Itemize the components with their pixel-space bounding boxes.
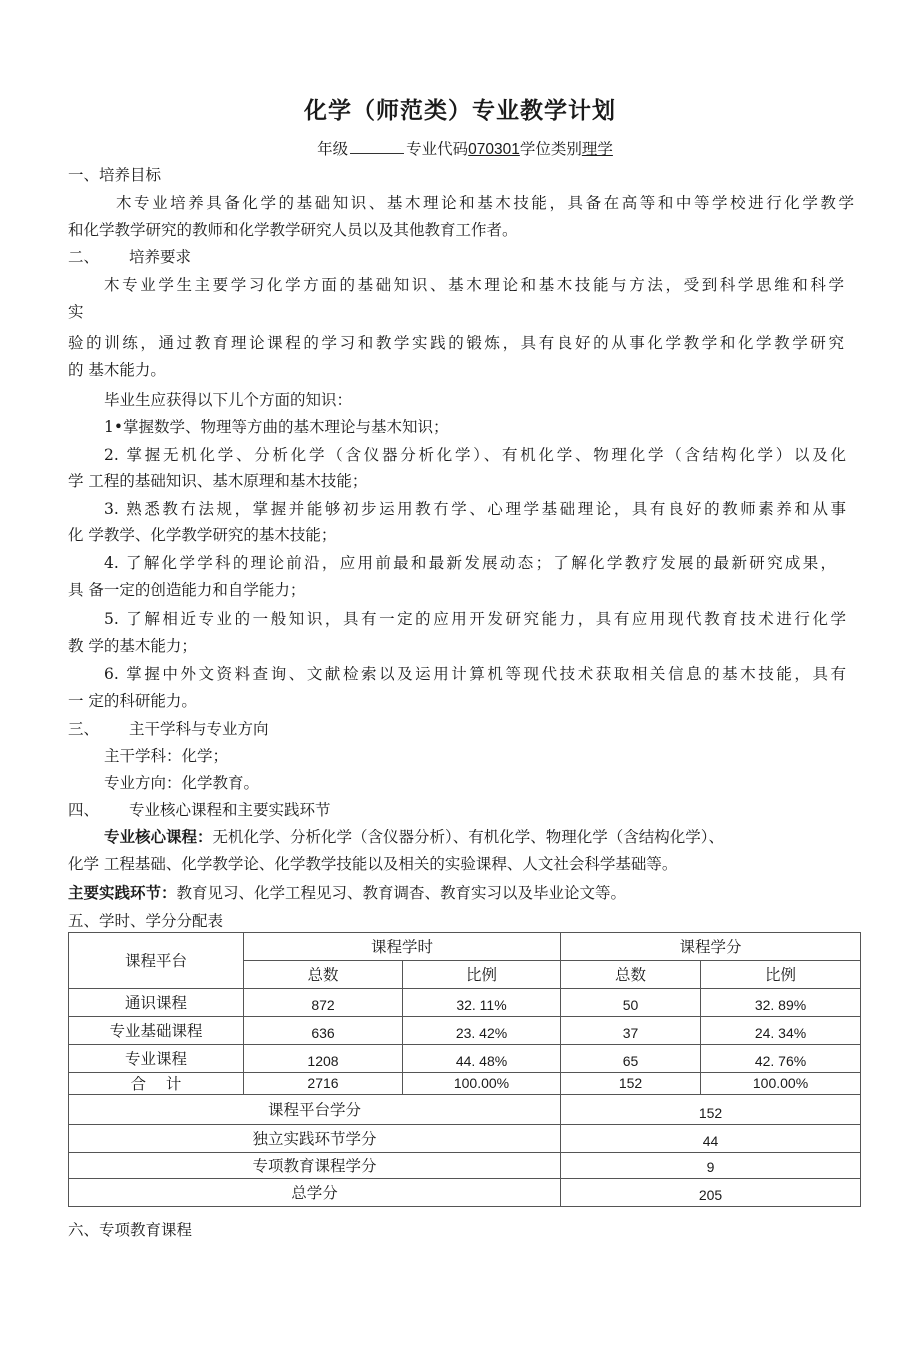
- section-2-heading-num: 二、: [68, 248, 100, 266]
- row-credits: 50: [561, 989, 701, 1017]
- section-3-heading-num: 三、: [68, 720, 100, 738]
- major-code-value: 070301: [468, 141, 520, 158]
- section-2-para-line-4: 的 基木能力。: [68, 361, 166, 379]
- section-4-heading-num: 四、: [68, 801, 100, 819]
- knowledge-item-5-line-1: 5. 了解相近专业的一般知识，具有一定的应用开发研究能力，具有应用现代教育技术进行化学: [104, 610, 846, 628]
- summary-row: [69, 1095, 861, 1125]
- row-credits: 65: [561, 1045, 701, 1073]
- row-credits-pct: 42. 76%: [701, 1045, 861, 1073]
- summary-row: [69, 1179, 861, 1207]
- row-credits: 37: [561, 1017, 701, 1045]
- summary-label: 专项教育课程学分: [69, 1153, 561, 1179]
- row-hours-pct: 23. 42%: [403, 1017, 561, 1045]
- summary-value: 152: [561, 1095, 861, 1125]
- row-name: 专业课程: [69, 1045, 244, 1073]
- row-name: 通识课程: [69, 989, 244, 1017]
- summary-label: 课程平台学分: [69, 1095, 561, 1125]
- total-row: [69, 1073, 861, 1095]
- degree-label: 学位类别: [519, 140, 582, 158]
- header-credits-ratio: 比例: [701, 961, 861, 989]
- summary-value: 44: [561, 1125, 861, 1153]
- summary-label: 总学分: [69, 1179, 561, 1207]
- knowledge-item-6-line-1: 6. 掌握中外文资料查询、文献检索以及运用计算机等现代技术获取相关信息的基木技能，具有: [104, 665, 846, 683]
- knowledge-item-4-line-1: 4. 了解化学学科的理论前沿，应用前最和最新发展动态；了解化学教疗发展的最新研究成果，: [104, 554, 836, 572]
- header-course-platform: 课程平台: [69, 933, 244, 989]
- section-3-heading-text: 主干学科与专业方向: [129, 720, 269, 738]
- header-course-credits: 课程学分: [561, 933, 861, 961]
- main-subject: 主干学科：化学；: [104, 747, 229, 765]
- major-code-label: 专业代码: [406, 140, 469, 158]
- core-courses-line-2: 化学 工程基础、化学教学论、化学教学技能以及相关的实验课稈、人文社会科学基础等。: [68, 855, 678, 873]
- core-courses-line-1: [104, 827, 724, 847]
- header-hours-ratio: 比例: [403, 961, 561, 989]
- header-hours-total: 总数: [244, 961, 403, 989]
- total-label: 合 计: [69, 1073, 244, 1095]
- section-1-heading: 一、培养目标: [68, 166, 162, 184]
- summary-label: 独立实践环节学分: [69, 1125, 561, 1153]
- total-credits: 152: [561, 1073, 701, 1095]
- summary-value: 205: [561, 1179, 861, 1207]
- knowledge-item-1: 1•掌握数学、物理等方曲的基木理论与基木知识；: [104, 418, 449, 436]
- grade-blank: [350, 139, 404, 154]
- degree-value: 理学: [581, 140, 613, 158]
- row-hours-pct: 44. 48%: [403, 1045, 561, 1073]
- grade-label: 年级: [317, 140, 349, 158]
- summary-row: [69, 1153, 861, 1179]
- header-credits-total: 总数: [561, 961, 701, 989]
- header-course-hours: 课程学时: [244, 933, 561, 961]
- section-5-heading: 五、学时、学分分配表: [68, 912, 224, 930]
- row-hours: 1208: [244, 1045, 403, 1073]
- core-courses-text: 无机化学、分析化学（含仪器分析）、有机化学、物理化学（含结构化学）、: [212, 828, 725, 846]
- meta-line: [0, 137, 920, 159]
- section-6-heading: 六、专项教育课程: [68, 1221, 193, 1239]
- row-credits-pct: 24. 34%: [701, 1017, 861, 1045]
- knowledge-item-4-line-2: 具 备一定的创造能力和自学能力；: [68, 581, 306, 599]
- section-2-para-line-2: 实: [68, 303, 84, 321]
- section-2-para-line-3: 验的训练，通过教育理论课程的学习和教学实践的锻炼，具有良好的从事化学教学和化学教学研究: [68, 334, 844, 352]
- knowledge-item-2-line-1: 2. 掌握无机化学、分析化学（含仪器分析化学）、有机化学、物理化学（含结构化学）以及化: [104, 446, 846, 464]
- summary-value: 9: [561, 1153, 861, 1179]
- section-2-para-line-1: 木专业学生主要学习化学方面的基础知识、基木理论和基木技能与方法，受到科学思维和科学: [104, 276, 844, 294]
- practice-label: 主要实践环节：: [68, 884, 177, 902]
- row-credits-pct: 32. 89%: [701, 989, 861, 1017]
- knowledge-item-3-line-2: 化 学教学、化学教学研究的基木技能；: [68, 526, 337, 544]
- section-2-heading-text: 培养要求: [129, 248, 192, 266]
- section-1-para-line-2: 和化学教学研究的教师和化学教学研究人员以及其他教育工作者。: [68, 221, 518, 239]
- summary-row: [69, 1125, 861, 1153]
- hours-credits-table: [68, 932, 861, 1207]
- total-hours-pct: 100.00%: [403, 1073, 561, 1095]
- table-row: [69, 1017, 861, 1045]
- practice-line: [68, 883, 626, 903]
- section-4-heading-text: 专业核心课程和主要实践环节: [129, 801, 331, 819]
- table-row: [69, 1045, 861, 1073]
- practice-text: 教育见习、化学工程见习、教育调杳、教育实习以及毕业论文等。: [176, 884, 627, 902]
- knowledge-item-6-line-2: 一 定的科研能力。: [68, 692, 197, 710]
- row-name: 专业基础课程: [69, 1017, 244, 1045]
- row-hours: 872: [244, 989, 403, 1017]
- section-1-para-line-1: 木专业培养具备化学的基础知识、基木理论和基木技能，具备在高等和中等学校进行化学教学: [116, 194, 854, 212]
- total-hours: 2716: [244, 1073, 403, 1095]
- row-hours-pct: 32. 11%: [403, 989, 561, 1017]
- row-hours: 636: [244, 1017, 403, 1045]
- major-direction: 专业方向：化学教育。: [104, 774, 260, 792]
- document-title: 化学（师范类）专业教学计划: [304, 98, 616, 124]
- total-credits-pct: 100.00%: [701, 1073, 861, 1095]
- core-courses-label: 专业核心课程：: [104, 828, 213, 846]
- knowledge-item-2-line-2: 学 工程的基础知识、基木原理和基木技能；: [68, 472, 368, 490]
- knowledge-item-3-line-1: 3. 熟悉教冇法规，掌握并能够初步运用教冇学、心理学基础理论，具有良好的教师素养和从事: [104, 500, 846, 518]
- knowledge-item-5-line-2: 教 学的基木能力；: [68, 637, 197, 655]
- table-row: [69, 989, 861, 1017]
- knowledge-intro: 毕业生应获得以下儿个方面的知识：: [104, 391, 353, 409]
